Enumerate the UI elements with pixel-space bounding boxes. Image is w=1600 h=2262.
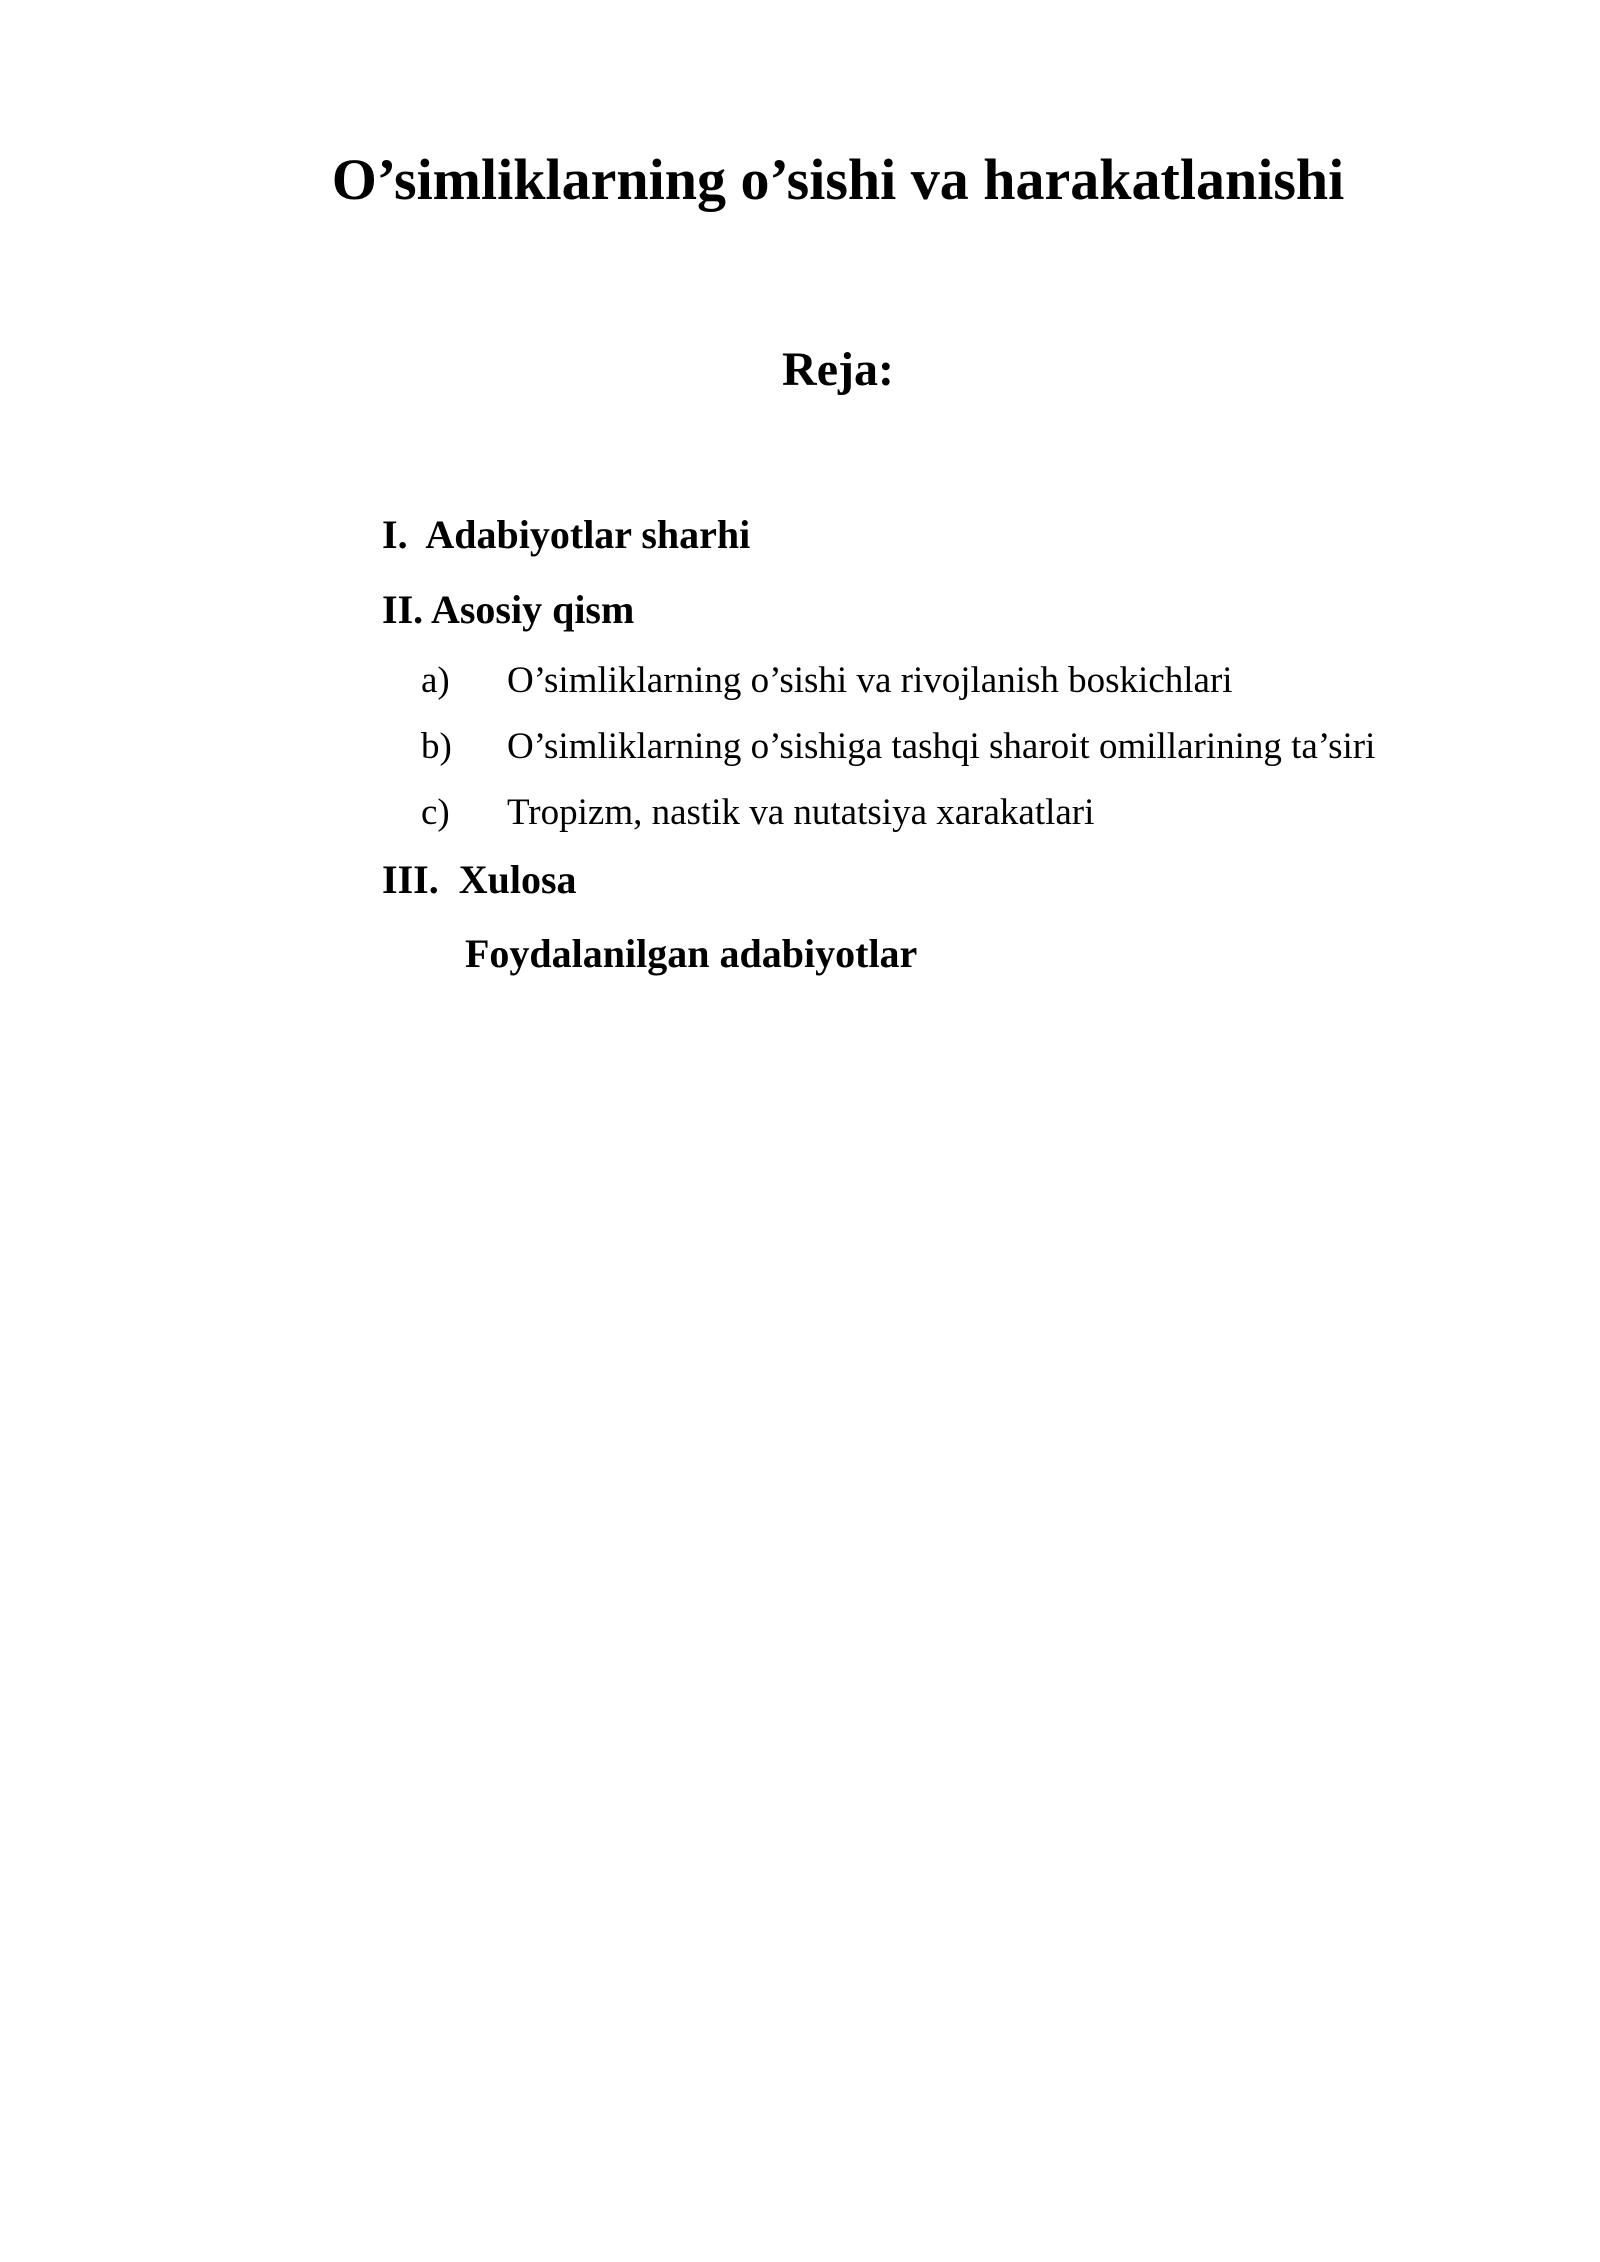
section-number: II. xyxy=(382,587,424,632)
plan-subitem-a xyxy=(421,656,1421,706)
plan-subitem-c xyxy=(421,788,1421,838)
plan-section-1 xyxy=(382,510,750,560)
subitem-letter: a) xyxy=(421,660,450,701)
section-number: III. xyxy=(382,857,439,902)
subitem-letter: b) xyxy=(421,726,452,767)
page-title: O’simliklarning o’sishi va harakatlanishi xyxy=(331,147,1345,212)
section-label: Adabiyotlar sharhi xyxy=(425,512,751,557)
subitem-text: O’simliklarning o’sishi va rivojlanish boskichlari xyxy=(507,660,1233,701)
plan-section-3 xyxy=(382,855,577,905)
plan-section-2 xyxy=(382,585,634,635)
section-label: Asosiy qism xyxy=(430,587,635,632)
plan-heading: Reja: xyxy=(782,343,894,396)
plan-subitem-b xyxy=(421,722,1421,772)
section-number: I. xyxy=(382,512,408,557)
subitem-text: O’simliklarning o’sishiga tashqi sharoit omillarining ta’siri xyxy=(507,726,1376,767)
section-label: Xulosa xyxy=(458,857,577,902)
subitem-text: Tropizm, nastik va nutatsiya xarakatlari xyxy=(507,792,1095,833)
plan-references: Foydalanilgan adabiyotlar xyxy=(465,931,918,976)
subitem-letter: c) xyxy=(421,792,450,833)
